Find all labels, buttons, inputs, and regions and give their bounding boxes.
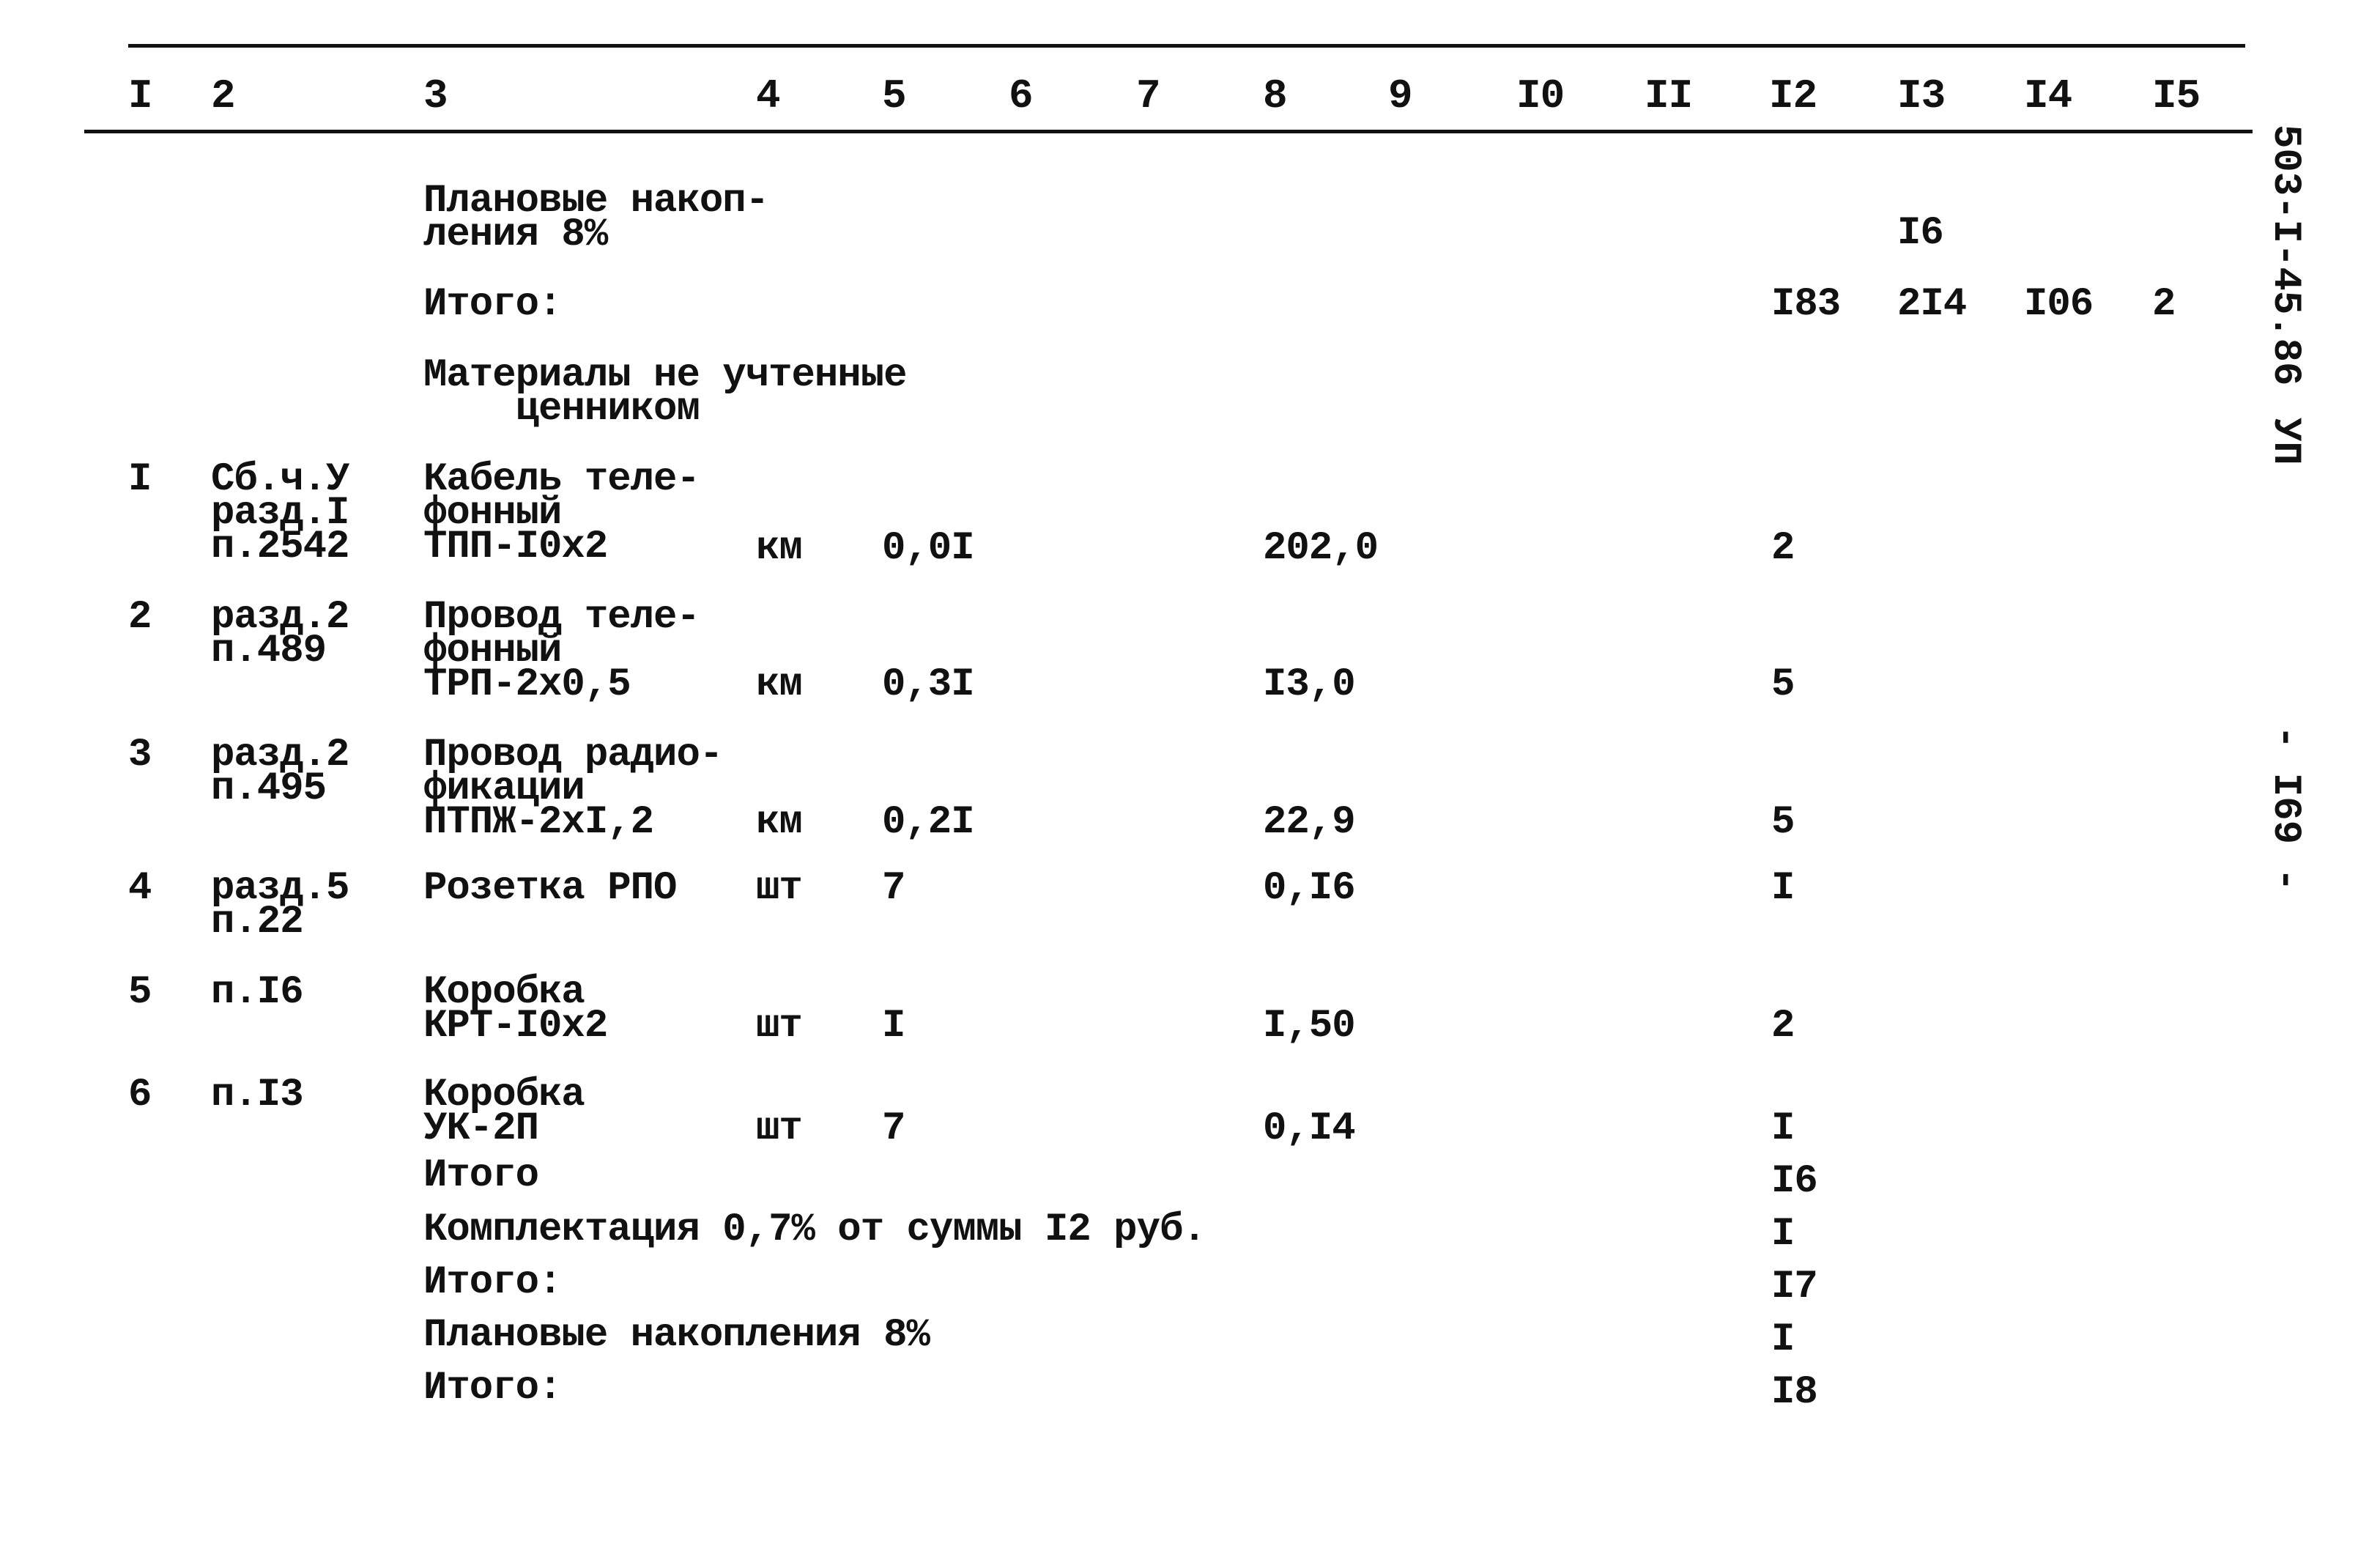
row-price: I,50 bbox=[1263, 1004, 1355, 1049]
row-total: 2 bbox=[1771, 526, 1795, 571]
row-reference: разд.5 п.22 bbox=[211, 866, 349, 944]
row-quantity: I bbox=[882, 1004, 905, 1049]
col-header-14: I4 bbox=[2024, 73, 2072, 119]
col-header-7: 7 bbox=[1136, 73, 1160, 119]
row-unit: км bbox=[756, 800, 802, 845]
planned-accumulation-label: Плановые накоп- ления 8% bbox=[423, 179, 769, 257]
row-unit: шт bbox=[756, 866, 802, 911]
summary-value: I bbox=[1771, 1212, 1795, 1257]
row-price: 0,I6 bbox=[1263, 866, 1355, 911]
row-unit: км bbox=[756, 662, 802, 707]
row-quantity: 0,0I bbox=[882, 526, 974, 571]
row-price: I3,0 bbox=[1263, 662, 1355, 707]
row-price: 22,9 bbox=[1263, 800, 1355, 845]
row-name: Коробка УК-2П bbox=[423, 1073, 585, 1151]
col-header-9: 9 bbox=[1388, 73, 1412, 119]
summary-label: Комплектация 0,7% от суммы I2 руб. bbox=[423, 1207, 1206, 1252]
row-unit: шт bbox=[756, 1106, 802, 1151]
row-reference: п.I6 bbox=[211, 970, 303, 1015]
col-header-2: 2 bbox=[211, 73, 235, 119]
row-reference: Сб.ч.У разд.I п.2542 bbox=[211, 457, 349, 569]
summary-label: Итого: bbox=[423, 1260, 562, 1305]
col-header-12: I2 bbox=[1769, 73, 1817, 119]
row-name: Провод теле- фонный ТРП-2х0,5 bbox=[423, 595, 700, 707]
summary-value: I8 bbox=[1771, 1370, 1817, 1415]
summary-value: I6 bbox=[1771, 1159, 1817, 1204]
planned-accumulation-c13: I6 bbox=[1897, 211, 1943, 256]
row-number: 5 bbox=[128, 970, 152, 1015]
col-header-15: I5 bbox=[2152, 73, 2201, 119]
materials-heading: Материалы не учтенные ценником bbox=[423, 353, 907, 432]
row-number: I bbox=[128, 457, 152, 502]
row-unit: км bbox=[756, 526, 802, 571]
row-quantity: 0,3I bbox=[882, 662, 974, 707]
row-total: I bbox=[1771, 1106, 1795, 1151]
col-header-1: I bbox=[128, 73, 152, 119]
summary-label: Итого: bbox=[423, 1366, 562, 1410]
row-total: 5 bbox=[1771, 800, 1795, 845]
row-reference: разд.2 п.495 bbox=[211, 733, 349, 811]
col-header-11: II bbox=[1645, 73, 1693, 119]
row-reference: п.I3 bbox=[211, 1073, 303, 1117]
summary-label: Итого bbox=[423, 1153, 539, 1198]
top-rule bbox=[128, 44, 2245, 48]
header-rule bbox=[84, 130, 2253, 133]
total-label: Итого: bbox=[423, 282, 562, 327]
total-c15: 2 bbox=[2152, 282, 2176, 327]
row-name: Провод радио- фикации ПТПЖ-2хI,2 bbox=[423, 733, 723, 845]
side-page-number: - I69 - bbox=[2263, 725, 2307, 892]
summary-label: Плановые накопления 8% bbox=[423, 1313, 930, 1358]
row-name: Коробка КРТ-I0х2 bbox=[423, 970, 608, 1049]
row-quantity: 7 bbox=[882, 1106, 905, 1151]
row-quantity: 0,2I bbox=[882, 800, 974, 845]
row-name: Кабель теле- фонный ТПП-I0х2 bbox=[423, 457, 700, 569]
row-price: 0,I4 bbox=[1263, 1106, 1355, 1151]
row-total: 2 bbox=[1771, 1004, 1795, 1049]
summary-value: I7 bbox=[1771, 1265, 1817, 1309]
side-doc-code: 503-I-45.86 bbox=[2263, 125, 2307, 386]
row-name: Розетка РПО bbox=[423, 866, 677, 911]
col-header-6: 6 bbox=[1009, 73, 1033, 119]
summary-value: I bbox=[1771, 1317, 1795, 1362]
row-reference: разд.2 п.489 bbox=[211, 595, 349, 673]
row-number: 4 bbox=[128, 866, 152, 911]
col-header-10: I0 bbox=[1516, 73, 1565, 119]
col-header-13: I3 bbox=[1897, 73, 1946, 119]
row-unit: шт bbox=[756, 1004, 802, 1049]
row-total: 5 bbox=[1771, 662, 1795, 707]
row-total: I bbox=[1771, 866, 1795, 911]
row-number: 3 bbox=[128, 733, 152, 777]
col-header-3: 3 bbox=[423, 73, 448, 119]
row-quantity: 7 bbox=[882, 866, 905, 911]
row-price: 202,0 bbox=[1263, 526, 1379, 571]
side-section: УП bbox=[2263, 418, 2307, 465]
row-number: 2 bbox=[128, 595, 152, 640]
total-c13: 2I4 bbox=[1897, 282, 1967, 327]
col-header-8: 8 bbox=[1263, 73, 1287, 119]
col-header-5: 5 bbox=[882, 73, 906, 119]
total-c12: I83 bbox=[1771, 282, 1841, 327]
row-number: 6 bbox=[128, 1073, 152, 1117]
total-c14: I06 bbox=[2024, 282, 2094, 327]
col-header-4: 4 bbox=[756, 73, 780, 119]
